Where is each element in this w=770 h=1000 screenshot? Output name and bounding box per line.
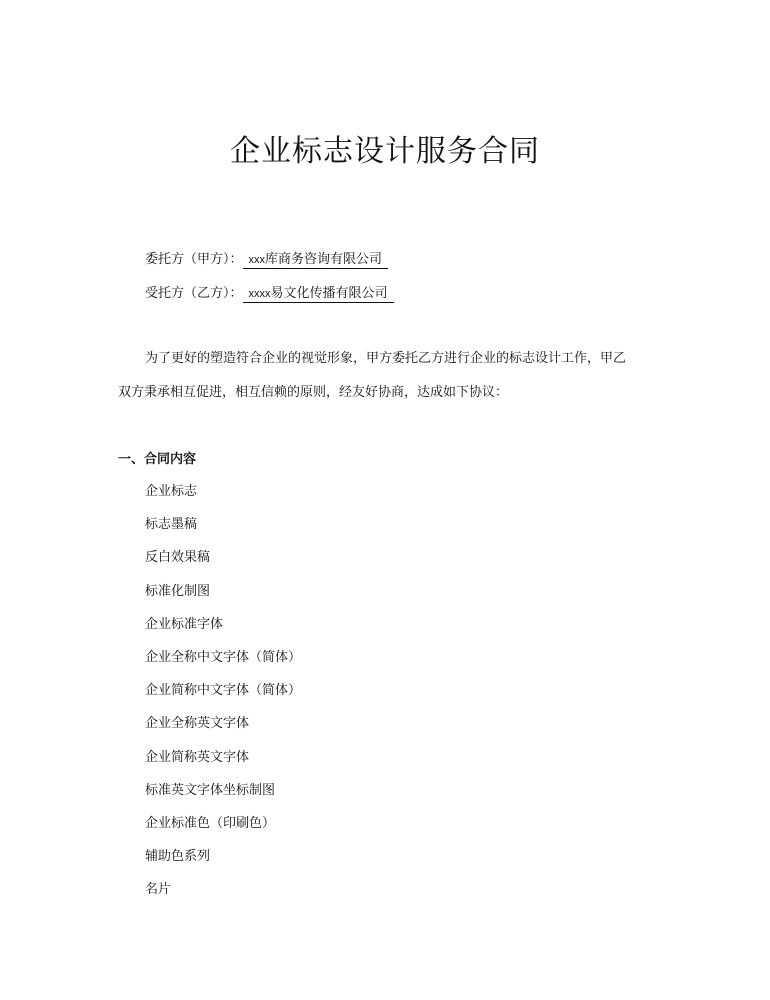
party-b-label: 受托方（乙方）：: [145, 286, 243, 301]
list-item: 标准化制图: [145, 583, 211, 599]
party-b-value-prefix: xxxx: [248, 288, 271, 300]
list-item: 企业标志: [145, 484, 198, 499]
list-item: 标准英文字体坐标制图: [145, 782, 276, 798]
party-a-value: [243, 252, 389, 269]
party-a-value-text: 库商务咨询有限公司: [265, 252, 383, 267]
party-a-line: [145, 251, 388, 269]
party-a-label: 委托方（甲方）：: [145, 252, 243, 267]
list-item: 企业全称英文字体: [145, 716, 250, 732]
list-item: 企业简称英文字体: [145, 749, 250, 765]
list-item: 名片: [145, 882, 172, 898]
party-b-value-text: 易文化传播有限公司: [270, 286, 388, 301]
party-b-value: [243, 286, 394, 303]
intro-paragraph-line-1: 为了更好的塑造符合企业的视觉形象，甲方委托乙方进行企业的标志设计工作，甲乙: [145, 351, 627, 366]
contract-title: 企业标志设计服务合同: [230, 134, 540, 169]
section-heading: 一、合同内容: [118, 452, 197, 467]
list-item: 企业标准字体: [145, 616, 224, 632]
list-item: 企业简称中文字体（简体）: [145, 683, 302, 699]
list-item: 标志墨稿: [145, 517, 198, 533]
list-item: 企业全称中文字体（简体）: [145, 649, 302, 665]
intro-paragraph-line-2: 双方秉承相互促进，相互信赖的原则，经友好协商，达成如下协议：: [118, 385, 509, 400]
party-a-value-prefix: xxx: [248, 254, 266, 266]
list-item: 反白效果稿: [145, 550, 211, 566]
list-item: 辅助色系列: [145, 849, 211, 865]
party-b-line: [145, 285, 394, 303]
list-item: 企业标准色（印刷色）: [145, 815, 276, 831]
contract-items-list: [145, 483, 301, 914]
